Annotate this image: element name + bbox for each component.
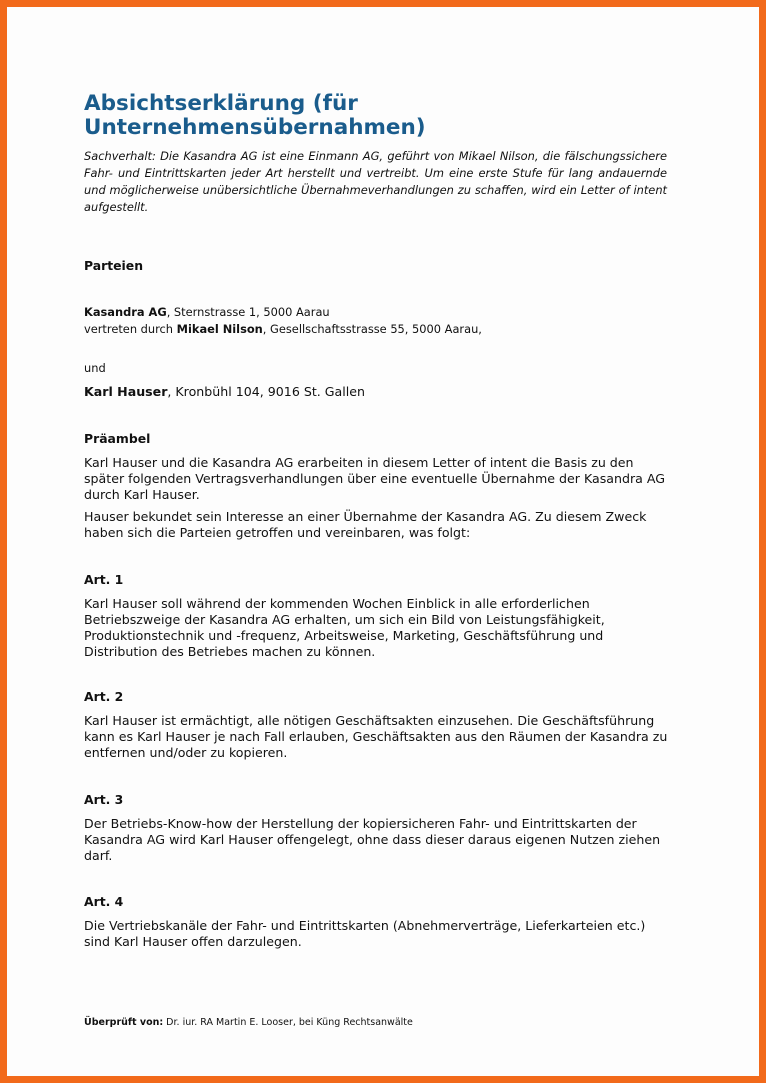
- intro-text: Sachverhalt: Die Kasandra AG ist eine Einmann AG, geführt von Mikael Nilson, die fälschungssichere Fahr- und Eintrittskarten jeder Art herstellt und vertreibt. Um eine erste Stufe für lang andauernde und möglicherweise unübersichtliche Übernahmeverhandlungen zu schaffen, wird ein Letter of intent aufgestellt.: [84, 149, 667, 214]
- party1-address: , Sternstrasse 1, 5000 Aarau: [166, 305, 330, 319]
- article-1-text: Karl Hauser soll während der kommenden Wochen Einblick in alle erforderlichen Betriebszweige der Kasandra AG erhalten, um sich ein Bild von Leistungsfähigkeit, Produktionstechnik und -frequenz, Arbeitsweise, Marketing, Geschäftsführung und Distribution des Betriebes machen zu können.: [84, 596, 605, 659]
- document-title: Absichtserklärung (für Unternehmensübernahmen): [84, 91, 426, 140]
- representative-address: , Gesellschaftsstrasse 55, 5000 Aarau,: [262, 322, 482, 336]
- preamble-paragraph-1: Karl Hauser und die Kasandra AG erarbeiten in diesem Letter of intent die Basis zu den später folgenden Vertragsverhandlungen über eine eventuelle Übernahme der Kasandra AG durch Karl Hauser.: [84, 455, 666, 502]
- preamble-paragraph-2: Hauser bekundet sein Interesse an einer Übernahme der Kasandra AG. Zu diesem Zweck haben sich die Parteien getroffen und vereinbaren, was folgt:: [84, 509, 647, 540]
- article-3-heading: Art. 3: [84, 792, 124, 807]
- party1-line: [84, 304, 674, 321]
- review-footer: [84, 1017, 413, 1028]
- represented-prefix: vertreten durch: [84, 322, 177, 336]
- representative-line: [84, 321, 674, 338]
- parties-heading: Parteien: [84, 258, 144, 273]
- preamble-heading: Präambel: [84, 431, 151, 446]
- article-1-heading: Art. 1: [84, 572, 124, 587]
- article-2-text: Karl Hauser ist ermächtigt, alle nötigen Geschäftsakten einzusehen. Die Geschäftsführung kann es Karl Hauser je nach Fall erlauben, Geschäftsakten aus den Räumen der Kasandra zu entfernen und/oder zu kopieren.: [84, 713, 668, 760]
- article-4-heading: Art. 4: [84, 894, 124, 909]
- article-2-heading: Art. 2: [84, 689, 124, 704]
- article-3-text: Der Betriebs-Know-how der Herstellung der kopiersicheren Fahr- und Eintrittskarten der Kasandra AG wird Karl Hauser offengelegt, ohne dass dieser daraus eigenen Nutzen ziehen darf.: [84, 816, 661, 863]
- party2-line: [84, 384, 674, 400]
- party2-address: , Kronbühl 104, 9016 St. Gallen: [167, 384, 365, 399]
- representative-name: Mikael Nilson: [176, 322, 263, 336]
- and-text: und: [84, 361, 106, 375]
- party2-name: Karl Hauser: [84, 384, 168, 399]
- party1-name: Kasandra AG: [84, 305, 167, 319]
- article-4-text: Die Vertriebskanäle der Fahr- und Eintrittskarten (Abnehmerverträge, Lieferkarteien etc.) sind Karl Hauser offen darzulegen.: [84, 918, 646, 949]
- footer-text: Dr. iur. RA Martin E. Looser, bei Küng Rechtsanwälte: [163, 1017, 413, 1028]
- footer-label: Überprüft von:: [84, 1017, 164, 1028]
